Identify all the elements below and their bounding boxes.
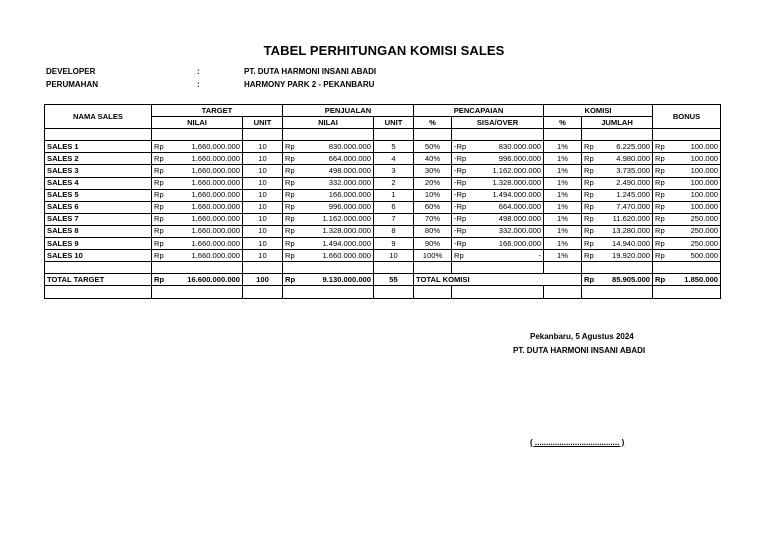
komisi-percent: 1% (544, 177, 582, 189)
target-unit: 10 (243, 165, 283, 177)
target-nilai-cell (152, 238, 243, 250)
currency-label: Rp (285, 274, 296, 284)
amount-value: 100.000 (690, 178, 719, 188)
header-pencapaian-percent: % (414, 117, 452, 129)
sales-name: SALES 4 (45, 177, 152, 189)
currency-label: -Rp (454, 166, 467, 176)
amount-value: 9.130.000.000 (322, 274, 371, 284)
amount-value: 19.920.000 (612, 250, 651, 260)
komisi-percent: 1% (544, 225, 582, 237)
currency-label: Rp (655, 238, 665, 248)
target-nilai-cell (152, 250, 243, 262)
sisa-over-cell (452, 177, 544, 189)
currency-label: Rp (584, 153, 594, 163)
amount-value: - (538, 250, 542, 260)
sisa-over-cell (452, 225, 544, 237)
commission-table (44, 104, 721, 299)
currency-label: Rp (655, 141, 665, 151)
amount-value: 2.490.000 (616, 178, 651, 188)
total-penjualan-unit: 55 (374, 274, 414, 286)
komisi-percent: 1% (544, 250, 582, 262)
header-pencapaian: PENCAPAIAN (414, 105, 544, 117)
bonus-cell (653, 177, 721, 189)
target-unit: 10 (243, 238, 283, 250)
target-unit: 10 (243, 141, 283, 153)
penjualan-unit: 1 (374, 189, 414, 201)
currency-label: Rp (655, 202, 665, 212)
total-penjualan-nilai-cell (283, 274, 374, 286)
amount-value: 1.660.000.000 (191, 214, 240, 224)
currency-label: Rp (655, 274, 666, 284)
target-unit: 10 (243, 250, 283, 262)
sales-name: SALES 1 (45, 141, 152, 153)
table-row (45, 189, 721, 201)
header-penjualan-unit: UNIT (374, 117, 414, 129)
target-nilai-cell (152, 177, 243, 189)
sales-name: SALES 8 (45, 225, 152, 237)
bonus-cell (653, 213, 721, 225)
currency-label: Rp (154, 153, 164, 163)
komisi-percent: 1% (544, 213, 582, 225)
header-komisi-percent: % (544, 117, 582, 129)
amount-value: 830.000.000 (328, 141, 371, 151)
amount-value: 250.000 (690, 238, 719, 248)
total-target-label: TOTAL TARGET (45, 274, 152, 286)
penjualan-unit: 3 (374, 165, 414, 177)
header-sisa-over: SISA/OVER (452, 117, 544, 129)
currency-label: Rp (285, 250, 295, 260)
sales-name: SALES 6 (45, 201, 152, 213)
komisi-jumlah-cell (582, 165, 653, 177)
sales-name: SALES 3 (45, 165, 152, 177)
perumahan-label: PERUMAHAN (46, 80, 98, 89)
currency-label: Rp (154, 250, 164, 260)
currency-label: -Rp (454, 202, 467, 212)
amount-value: 664.000.000 (498, 202, 542, 212)
page-title: TABEL PERHITUNGAN KOMISI SALES (263, 43, 505, 58)
komisi-jumlah-cell (582, 213, 653, 225)
currency-label: Rp (154, 202, 164, 212)
currency-label: Rp (285, 166, 295, 176)
currency-label: -Rp (454, 238, 467, 248)
header-target: TARGET (152, 105, 283, 117)
currency-label: Rp (154, 141, 164, 151)
amount-value: 1.245.000 (616, 190, 651, 200)
amount-value: 11.620.000 (612, 214, 651, 224)
komisi-jumlah-cell (582, 189, 653, 201)
header-komisi: KOMISI (544, 105, 653, 117)
penjualan-nilai-cell (283, 141, 374, 153)
pencapaian-percent: 70% (414, 213, 452, 225)
currency-label: Rp (154, 274, 165, 284)
amount-value: 1.850.000 (684, 274, 719, 284)
sales-name: SALES 5 (45, 189, 152, 201)
penjualan-unit: 9 (374, 238, 414, 250)
currency-label: Rp (154, 226, 164, 236)
penjualan-unit: 8 (374, 225, 414, 237)
header-target-nilai: NILAI (152, 117, 243, 129)
totals-row (45, 274, 721, 286)
sales-name: SALES 10 (45, 250, 152, 262)
amount-value: 1.660.000.000 (191, 141, 240, 151)
amount-value: 996.000.000 (498, 153, 542, 163)
table-row (45, 201, 721, 213)
total-target-unit: 100 (243, 274, 283, 286)
total-komisi-cell (582, 274, 653, 286)
amount-value: 498.000.000 (328, 166, 371, 176)
amount-value: 332.000.000 (328, 178, 371, 188)
sisa-over-cell (452, 141, 544, 153)
currency-label: Rp (584, 250, 594, 260)
komisi-jumlah-cell (582, 141, 653, 153)
amount-value: 1.162.000.000 (492, 166, 542, 176)
currency-label: Rp (285, 153, 295, 163)
header-bonus: BONUS (653, 105, 721, 129)
table-row (45, 250, 721, 262)
sisa-over-cell (452, 250, 544, 262)
currency-label: -Rp (454, 153, 467, 163)
currency-label: Rp (584, 202, 594, 212)
header-target-unit: UNIT (243, 117, 283, 129)
amount-value: 1.494.000.000 (492, 190, 542, 200)
bonus-cell (653, 153, 721, 165)
target-nilai-cell (152, 165, 243, 177)
currency-label: Rp (655, 226, 665, 236)
pencapaian-percent: 80% (414, 225, 452, 237)
currency-label: Rp (584, 214, 594, 224)
penjualan-nilai-cell (283, 165, 374, 177)
amount-value: 1.660.000.000 (191, 190, 240, 200)
currency-label: Rp (285, 202, 295, 212)
currency-label: -Rp (454, 141, 467, 151)
amount-value: 250.000 (690, 226, 719, 236)
komisi-percent: 1% (544, 153, 582, 165)
amount-value: 1.660.000.000 (191, 166, 240, 176)
penjualan-nilai-cell (283, 238, 374, 250)
amount-value: 4.980.000 (616, 153, 651, 163)
currency-label: Rp (285, 141, 295, 151)
bonus-cell (653, 250, 721, 262)
amount-value: 1.494.000.000 (322, 238, 371, 248)
total-komisi-label: TOTAL KOMISI (414, 274, 582, 286)
currency-label: -Rp (454, 214, 467, 224)
target-unit: 10 (243, 201, 283, 213)
amount-value: 332.000.000 (498, 226, 542, 236)
pencapaian-percent: 40% (414, 153, 452, 165)
komisi-percent: 1% (544, 165, 582, 177)
penjualan-nilai-cell (283, 189, 374, 201)
header-penjualan: PENJUALAN (283, 105, 414, 117)
bonus-cell (653, 225, 721, 237)
currency-label: Rp (655, 166, 665, 176)
target-nilai-cell (152, 225, 243, 237)
amount-value: 1.162.000.000 (322, 214, 371, 224)
komisi-jumlah-cell (582, 177, 653, 189)
total-bonus-cell (653, 274, 721, 286)
amount-value: 1.660.000.000 (191, 153, 240, 163)
sisa-over-cell (452, 201, 544, 213)
target-nilai-cell (152, 153, 243, 165)
penjualan-unit: 5 (374, 141, 414, 153)
table-row (45, 177, 721, 189)
currency-label: Rp (285, 226, 295, 236)
komisi-percent: 1% (544, 238, 582, 250)
currency-label: Rp (285, 178, 295, 188)
sisa-over-cell (452, 189, 544, 201)
penjualan-unit: 6 (374, 201, 414, 213)
amount-value: 1.328.000.000 (492, 178, 542, 188)
pencapaian-percent: 50% (414, 141, 452, 153)
penjualan-nilai-cell (283, 250, 374, 262)
target-nilai-cell (152, 189, 243, 201)
pencapaian-percent: 30% (414, 165, 452, 177)
amount-value: 166.000.000 (498, 238, 542, 248)
amount-value: 664.000.000 (328, 153, 371, 163)
bonus-cell (653, 201, 721, 213)
table-row (45, 238, 721, 250)
sisa-over-cell (452, 238, 544, 250)
target-unit: 10 (243, 177, 283, 189)
developer-label: DEVELOPER (46, 67, 96, 76)
amount-value: 1.660.000.000 (191, 250, 240, 260)
penjualan-nilai-cell (283, 177, 374, 189)
currency-label: Rp (655, 250, 665, 260)
currency-label: Rp (655, 178, 665, 188)
amount-value: 7.470.000 (616, 202, 651, 212)
target-nilai-cell (152, 141, 243, 153)
amount-value: 3.735.000 (616, 166, 651, 176)
penjualan-unit: 2 (374, 177, 414, 189)
amount-value: 1.328.000.000 (322, 226, 371, 236)
signature-place-date: Pekanbaru, 5 Agustus 2024 (530, 332, 634, 341)
currency-label: Rp (655, 214, 665, 224)
amount-value: 13.280.000 (612, 226, 651, 236)
bonus-cell (653, 141, 721, 153)
total-target-nilai-cell (152, 274, 243, 286)
currency-label: -Rp (454, 190, 467, 200)
table-row (45, 213, 721, 225)
currency-label: Rp (584, 274, 595, 284)
komisi-percent: 1% (544, 141, 582, 153)
currency-label: Rp (584, 238, 594, 248)
sales-name: SALES 9 (45, 238, 152, 250)
target-nilai-cell (152, 213, 243, 225)
currency-label: Rp (584, 166, 594, 176)
currency-label: Rp (154, 166, 164, 176)
komisi-percent: 1% (544, 201, 582, 213)
penjualan-unit: 10 (374, 250, 414, 262)
target-unit: 10 (243, 189, 283, 201)
amount-value: 1.660.000.000 (191, 238, 240, 248)
bonus-cell (653, 238, 721, 250)
currency-label: Rp (154, 190, 164, 200)
sales-name: SALES 2 (45, 153, 152, 165)
currency-label: Rp (655, 190, 665, 200)
sisa-over-cell (452, 213, 544, 225)
currency-label: Rp (154, 238, 164, 248)
penjualan-unit: 4 (374, 153, 414, 165)
sisa-over-cell (452, 153, 544, 165)
pencapaian-percent: 60% (414, 201, 452, 213)
currency-label: Rp (584, 226, 594, 236)
amount-value: 1.660.000.000 (191, 178, 240, 188)
bonus-cell (653, 165, 721, 177)
bonus-cell (653, 189, 721, 201)
sisa-over-cell (452, 165, 544, 177)
amount-value: 996.000.000 (328, 202, 371, 212)
amount-value: 100.000 (690, 141, 719, 151)
target-unit: 10 (243, 225, 283, 237)
amount-value: 85.905.000 (612, 274, 651, 284)
currency-label: Rp (154, 178, 164, 188)
currency-label: Rp (285, 190, 295, 200)
amount-value: 14.940.000 (612, 238, 651, 248)
penjualan-nilai-cell (283, 153, 374, 165)
amount-value: 1.660.000.000 (191, 202, 240, 212)
currency-label: Rp (285, 214, 295, 224)
komisi-jumlah-cell (582, 250, 653, 262)
currency-label: Rp (285, 238, 295, 248)
penjualan-nilai-cell (283, 225, 374, 237)
table-row (45, 225, 721, 237)
amount-value: 498.000.000 (498, 214, 542, 224)
currency-label: Rp (584, 190, 594, 200)
komisi-percent: 1% (544, 189, 582, 201)
header-penjualan-nilai: NILAI (283, 117, 374, 129)
penjualan-nilai-cell (283, 213, 374, 225)
signature-company: PT. DUTA HARMONI INSANI ABADI (513, 346, 646, 355)
header-nama-sales: NAMA SALES (45, 105, 152, 129)
pencapaian-percent: 90% (414, 238, 452, 250)
spacer-row (45, 129, 721, 141)
amount-value: 1.660.000.000 (322, 250, 371, 260)
amount-value: 100.000 (690, 202, 719, 212)
penjualan-nilai-cell (283, 201, 374, 213)
table-row (45, 153, 721, 165)
amount-value: 100.000 (690, 166, 719, 176)
header-jumlah: JUMLAH (582, 117, 653, 129)
amount-value: 830.000.000 (498, 141, 542, 151)
amount-value: 16.600.000.000 (187, 274, 240, 284)
amount-value: 500.000 (690, 250, 719, 260)
pencapaian-percent: 20% (414, 177, 452, 189)
table-row (45, 141, 721, 153)
target-unit: 10 (243, 153, 283, 165)
amount-value: 166.000.000 (328, 190, 371, 200)
signature-line: ( ...................................... ) (530, 438, 625, 447)
pencapaian-percent: 100% (414, 250, 452, 262)
amount-value: 250.000 (690, 214, 719, 224)
currency-label: -Rp (454, 226, 467, 236)
table-row (45, 165, 721, 177)
komisi-jumlah-cell (582, 225, 653, 237)
developer-value: PT. DUTA HARMONI INSANI ABADI (244, 67, 377, 76)
amount-value: 100.000 (690, 153, 719, 163)
perumahan-colon: : (197, 80, 200, 89)
spacer-row (45, 262, 721, 274)
komisi-jumlah-cell (582, 201, 653, 213)
penjualan-unit: 7 (374, 213, 414, 225)
target-nilai-cell (152, 201, 243, 213)
developer-colon: : (197, 67, 200, 76)
currency-label: Rp (454, 250, 464, 260)
currency-label: Rp (154, 214, 164, 224)
sales-name: SALES 7 (45, 213, 152, 225)
spacer-row (45, 286, 721, 298)
currency-label: Rp (655, 153, 665, 163)
komisi-jumlah-cell (582, 238, 653, 250)
currency-label: Rp (584, 141, 594, 151)
target-unit: 10 (243, 213, 283, 225)
currency-label: -Rp (454, 178, 467, 188)
amount-value: 6.225.000 (616, 141, 651, 151)
amount-value: 1.660.000.000 (191, 226, 240, 236)
perumahan-value: HARMONY PARK 2 - PEKANBARU (244, 80, 375, 89)
currency-label: Rp (584, 178, 594, 188)
pencapaian-percent: 10% (414, 189, 452, 201)
amount-value: 100.000 (690, 190, 719, 200)
komisi-jumlah-cell (582, 153, 653, 165)
